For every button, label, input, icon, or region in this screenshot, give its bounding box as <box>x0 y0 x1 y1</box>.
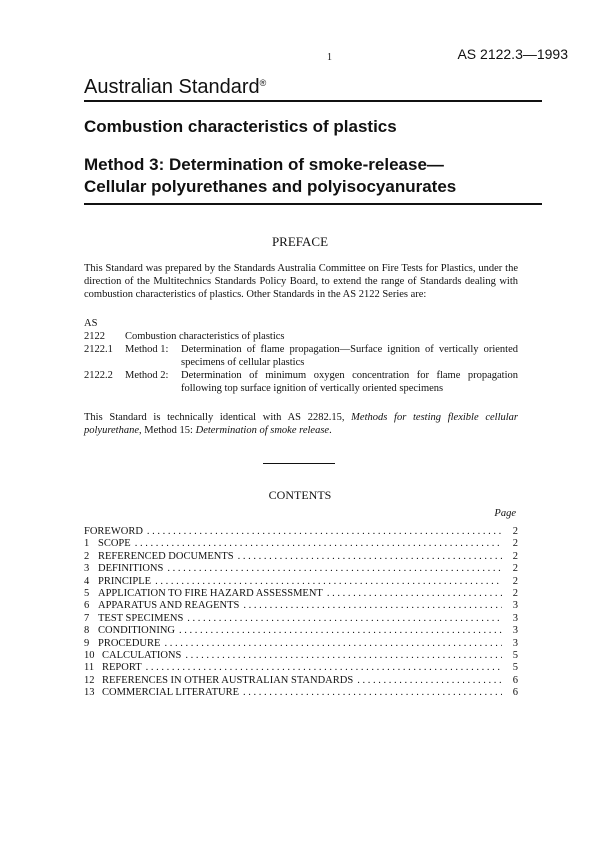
toc-dot-leader <box>238 551 502 563</box>
toc-entry-number: 10 <box>84 649 95 661</box>
toc-entry-number: 1 <box>84 538 90 550</box>
toc-entry-title: FOREWORD <box>84 526 143 537</box>
series-item <box>84 369 518 395</box>
toc-entry-number: 2 <box>84 550 90 562</box>
toc-entry-number: 5 <box>84 587 90 599</box>
toc-entry-number: 11 <box>84 662 95 674</box>
series-method: Method 1: <box>125 344 169 355</box>
method-heading <box>84 154 544 198</box>
toc-dot-leader <box>164 638 502 650</box>
toc-entry[interactable] <box>84 650 518 662</box>
toc-entry-title: APPARATUS AND REAGENTS <box>98 600 240 612</box>
toc-entry-title: REFERENCES IN OTHER AUSTRALIAN STANDARDS <box>102 674 354 686</box>
toc-entry[interactable] <box>84 613 518 625</box>
toc-entry-title: COMMERCIAL LITERATURE <box>102 687 239 699</box>
toc-entry-title: CONDITIONING <box>98 625 175 637</box>
series-list <box>84 317 518 395</box>
method-heading-line1: Method 3: Determination of smoke-release— <box>84 155 444 174</box>
toc-dot-leader <box>135 538 502 550</box>
preface-paragraph-2 <box>84 411 518 437</box>
toc-entry[interactable] <box>84 526 518 538</box>
toc-entry-page: 2 <box>512 575 518 587</box>
table-of-contents <box>84 526 518 699</box>
p2-method-title: Determination of smoke release <box>195 425 330 436</box>
toc-entry-number: 6 <box>84 600 90 612</box>
page-column-label: Page <box>494 508 516 519</box>
toc-entry[interactable] <box>84 675 518 687</box>
toc-dot-leader <box>147 526 502 538</box>
preface-heading: PREFACE <box>271 234 329 249</box>
title-rule-bottom <box>84 203 542 205</box>
toc-entry-page: 5 <box>512 649 518 661</box>
toc-entry-title: REPORT <box>102 662 142 674</box>
toc-dot-leader <box>155 576 502 588</box>
toc-dot-leader <box>357 675 502 687</box>
p2-citation-title: Methods for testing flexible cellular polyurethane <box>84 412 518 436</box>
toc-entry-page: 2 <box>512 563 518 575</box>
series-method: Method 2: <box>125 370 169 381</box>
standard-name: Australian Standard <box>84 76 260 98</box>
toc-entry[interactable] <box>84 576 518 588</box>
contents-heading: CONTENTS <box>268 488 332 502</box>
toc-entry-title: PROCEDURE <box>98 637 161 649</box>
section-divider <box>263 463 335 464</box>
toc-entry-page: 6 <box>512 674 518 686</box>
toc-entry-number: 12 <box>84 674 95 686</box>
toc-entry[interactable] <box>84 600 518 612</box>
toc-entry-title: PRINCIPLE <box>98 575 152 587</box>
toc-entry-number: 7 <box>84 612 90 624</box>
toc-entry-number: 9 <box>84 637 90 649</box>
toc-dot-leader <box>167 563 502 575</box>
standard-title <box>84 76 266 99</box>
toc-entry[interactable] <box>84 687 518 699</box>
toc-entry-page: 3 <box>512 625 518 637</box>
toc-dot-leader <box>146 662 502 674</box>
toc-dot-leader <box>327 588 502 600</box>
toc-entry-number: 8 <box>84 625 90 637</box>
toc-entry-number: 13 <box>84 687 95 699</box>
toc-entry-number: 3 <box>84 563 90 575</box>
toc-entry-page: 3 <box>512 612 518 624</box>
toc-dot-leader <box>187 613 502 625</box>
toc-entry-title: DEFINITIONS <box>98 563 164 575</box>
toc-entry-page: 2 <box>512 587 518 599</box>
toc-entry-title: CALCULATIONS <box>102 649 182 661</box>
toc-dot-leader <box>243 687 502 699</box>
p2-text-a: This Standard is technically identical with AS 2282.15, <box>84 412 352 423</box>
toc-dot-leader <box>179 625 502 637</box>
toc-entry-title: TEST SPECIMENS <box>98 612 184 624</box>
toc-entry[interactable] <box>84 662 518 674</box>
toc-entry-page: 2 <box>512 550 518 562</box>
series-title: Determination of flame propagation—Surface ignition of vertically oriented specimens of cellular plastics <box>181 344 518 368</box>
preface-paragraph-1: This Standard was prepared by the Standards Australia Committee on Fire Tests for Plastics, under the direction of the Multitechnics Standards Policy Board, to extend the range of Standards dealing with combustion characteristics of plastics. Other Standards in the AS 2122 Series are: <box>84 263 518 300</box>
toc-entry-title: SCOPE <box>98 538 131 550</box>
toc-entry-page: 5 <box>512 662 518 674</box>
toc-entry-number: 4 <box>84 575 90 587</box>
toc-dot-leader <box>185 650 502 662</box>
series-item <box>84 330 518 343</box>
toc-entry-page: 2 <box>512 538 518 550</box>
registered-mark: ® <box>259 78 267 88</box>
series-number: 2122.2 <box>84 370 113 381</box>
series-title: Combustion characteristics of plastics <box>125 331 285 342</box>
series-prefix: AS <box>84 318 98 329</box>
toc-entry[interactable] <box>84 588 518 600</box>
p2-text-c: , Method 15: <box>139 425 196 436</box>
toc-entry-title: APPLICATION TO FIRE HAZARD ASSESSMENT <box>98 587 323 599</box>
title-rule-top <box>84 100 542 102</box>
toc-entry-page: 2 <box>512 526 518 537</box>
toc-entry[interactable] <box>84 538 518 550</box>
main-heading: Combustion characteristics of plastics <box>84 117 397 136</box>
p2-text-e: . <box>329 425 332 436</box>
toc-entry[interactable] <box>84 625 518 637</box>
toc-entry[interactable] <box>84 551 518 563</box>
series-number: 2122.1 <box>84 344 113 355</box>
toc-entry-title: REFERENCED DOCUMENTS <box>98 550 234 562</box>
series-title: Determination of minimum oxygen concentration for flame propagation following top surface ignition of vertically oriented specimens <box>181 370 518 394</box>
document-id: AS 2122.3—1993 <box>457 46 568 62</box>
toc-entry[interactable] <box>84 563 518 575</box>
toc-entry-page: 6 <box>512 687 518 699</box>
method-heading-line2: Cellular polyurethanes and polyisocyanurates <box>84 177 457 196</box>
toc-entry-page: 3 <box>512 637 518 649</box>
page-number: 1 <box>327 52 332 63</box>
toc-entry-page: 3 <box>512 600 518 612</box>
series-item <box>84 343 518 369</box>
toc-entry[interactable] <box>84 638 518 650</box>
toc-dot-leader <box>243 600 502 612</box>
series-number: 2122 <box>84 331 105 342</box>
